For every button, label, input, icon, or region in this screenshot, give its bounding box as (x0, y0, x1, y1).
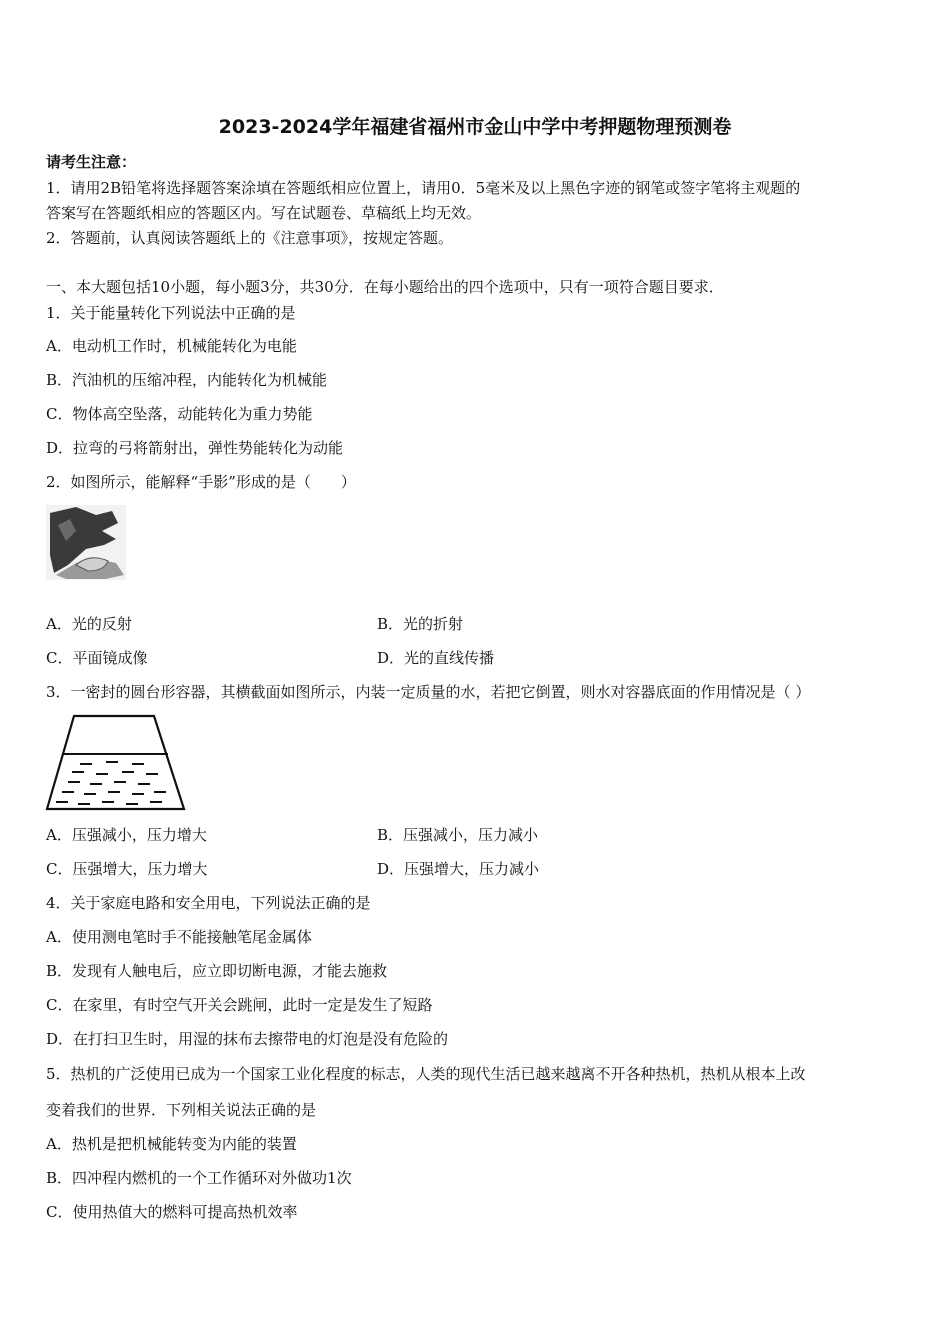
hand-shadow-figure (46, 505, 126, 580)
question-1-option-a: A．电动机工作时，机械能转化为电能 (46, 337, 297, 355)
section-heading: 一、本大题包括10小题，每小题3分，共30分．在每小题给出的四个选项中，只有一项符合题目要求． (46, 278, 724, 296)
question-2-option-a: A．光的反射 (46, 615, 132, 633)
question-2-option-b: B．光的折射 (377, 615, 464, 633)
question-1-option-b: B．汽油机的压缩冲程，内能转化为机械能 (46, 371, 328, 389)
notice-heading: 请考生注意： (46, 153, 137, 171)
notice-item-1-line-1: 1．请用2B铅笔将选择题答案涂填在答题纸相应位置上，请用0．5毫米及以上黑色字迹的钢笔或签字笔将主观题的 (46, 179, 801, 197)
question-1-stem: 1．关于能量转化下列说法中正确的是 (46, 304, 296, 322)
question-5-option-c: C．使用热值大的燃料可提高热机效率 (46, 1203, 298, 1221)
question-2-stem: 2．如图所示，能解释“手影”形成的是（ ） (46, 473, 356, 491)
question-3-stem: 3．一密封的圆台形容器，其横截面如图所示，内装一定质量的水，若把它倒置，则水对容器底面的作用情况是（ ） (46, 683, 811, 701)
question-4-option-a: A．使用测电笔时手不能接触笔尾金属体 (46, 928, 312, 946)
question-3-option-a: A．压强减小，压力增大 (46, 826, 207, 844)
question-2-option-c: C．平面镜成像 (46, 649, 148, 667)
page-title: 2023-2024学年福建省福州市金山中学中考押题物理预测卷 (218, 116, 732, 138)
question-4-option-b: B．发现有人触电后，应立即切断电源，才能去施救 (46, 962, 388, 980)
question-4-option-c: C．在家里，有时空气开关会跳闸，此时一定是发生了短路 (46, 996, 433, 1014)
notice-item-1-line-2: 答案写在答题纸相应的答题区内。写在试题卷、草稿纸上均无效。 (46, 204, 482, 222)
question-4-stem: 4．关于家庭电路和安全用电，下列说法正确的是 (46, 894, 371, 912)
question-4-option-d: D．在打扫卫生时，用湿的抹布去擦带电的灯泡是没有危险的 (46, 1030, 449, 1048)
question-5-option-b: B．四冲程内燃机的一个工作循环对外做功1次 (46, 1169, 352, 1187)
question-2-option-d: D．光的直线传播 (377, 649, 495, 667)
question-3-option-d: D．压强增大，压力减小 (377, 860, 540, 878)
question-3-option-b: B．压强减小，压力减小 (377, 826, 539, 844)
frustum-container-figure (44, 714, 190, 814)
question-3-option-c: C．压强增大，压力增大 (46, 860, 208, 878)
notice-item-2: 2．答题前，认真阅读答题纸上的《注意事项》，按规定答题。 (46, 229, 454, 247)
question-1-option-c: C．物体高空坠落，动能转化为重力势能 (46, 405, 313, 423)
question-1-option-d: D．拉弯的弓将箭射出，弹性势能转化为动能 (46, 439, 344, 457)
question-5-stem-line-1: 5．热机的广泛使用已成为一个国家工业化程度的标志，人类的现代生活已越来越离不开各种热机，热机从根本上改 (46, 1065, 806, 1083)
question-5-option-a: A．热机是把机械能转变为内能的装置 (46, 1135, 297, 1153)
question-5-stem-line-2: 变着我们的世界．下列相关说法正确的是 (46, 1101, 317, 1119)
